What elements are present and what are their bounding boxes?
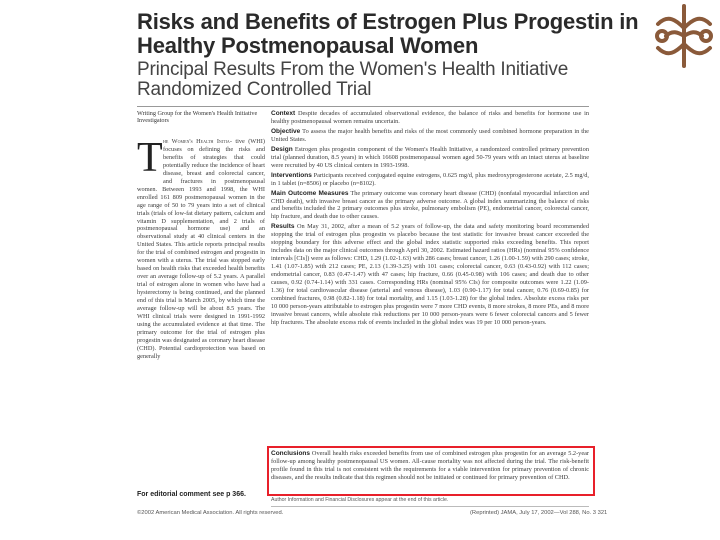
section-text: Overall health risks exceeded benefits from use of combined estrogen plus progestin for an average 5.2-year follow-up among healthy postmenopausal US women. All-cause mortality was not affected during the trial. The risk-benefit profile found in this trial is not consistent with the requirements for a viable intervention for primary prevention of chronic diseases, and the results indicate that this regimen should not be initiated or continued for primary prevention of CHD. [271,450,590,481]
section-label: Objective [271,127,301,135]
footer-divider [271,506,589,507]
ornament-icon [648,0,720,72]
abstract [271,110,589,329]
section-label: Conclusions [271,450,311,457]
left-column [137,110,265,361]
editorial-note: For editorial comment see p 366. [137,491,246,498]
section-label: Interventions [271,171,312,179]
section-text: Estrogen plus progestin component of the Women's Health Initiative, a randomized controlled primary prevention trial (planned duration, 8.5 years) in which 16608 postmenopausal women aged 50-79 years with an intact uterus at baseline were recruited by 40 US clinical centers in 1993-1998. [271,145,589,169]
copyright: ©2002 American Medical Association. All rights reserved. [137,510,284,516]
author-info-line: Author Information and Financial Disclosures appear at the end of this article. [271,497,449,503]
header-divider [137,106,589,107]
section-label: Main Outcome Measures [271,189,349,197]
intro-body [137,135,265,361]
section-text: To assess the major health benefits and risks of the most commonly used combined hormone preparation in the United States. [271,127,589,143]
abstract-outcomes [271,190,589,222]
section-label: Context [271,110,296,117]
abstract-context [271,110,589,126]
section-label: Results [271,223,295,231]
page-footer: (Reprinted) JAMA, July 17, 2002—Vol 288, No. 3 321 [470,510,608,516]
article-title: Risks and Benefits of Estrogen Plus Progestin in Healthy Postmenopausal Women [137,9,639,58]
abstract-objective [271,128,589,144]
section-label: Design [271,145,293,153]
abstract-interventions [271,172,589,188]
abstract-results [271,223,589,326]
section-text: Participants received conjugated equine estrogens, 0.625 mg/d, plus medroxyprogesterone acetate, 2.5 mg/d, in 1 tablet (n=8506) or placebo (n=8102). [271,171,589,187]
dropcap: T [137,135,163,181]
byline: Writing Group for the Women's Health Initiative Investigators [137,110,258,124]
section-text: The primary outcome was coronary heart disease (CHD) (nonfatal myocardial infarction and CHD death), with invasive breast cancer as the primary adverse outcome. A global index summarizing the balance of risks and benefits included the 2 primary outcomes plus stroke, pulmonary embolism (PE), endometrial cancer, colorectal cancer, hip fracture, and death due to other causes. [271,189,589,221]
article-subtitle: Principal Results From the Women's Health Initiative Randomized Controlled Trial [137,59,569,100]
highlight-box [267,446,595,496]
intro-text: tive (WHI) focuses on defining the risks and benefits of strategies that could potentially reduce the incidence of heart disease, breast and colorectal cancer, and fractures in postmenopausal women. Between 1993 and 1998, the WHI enrolled 161 809 postmenopausal women in the age range of 50 to 79 years into a set of clinical trials (trials of low-fat dietary pattern, calcium and vitamin D supplementation, and 2 trials of postmenopausal hormone use) and an observational study at 40 clinical centers in the United States. This article reports principal results for the trial of combined estrogen and progestin in women with a uterus. The trial was stopped early based on health risks that exceeded health benefits over an average follow-up of 5.2 years. A parallel trial of estrogen alone in women who have had a hysterectomy is being continued, and the planned end of this trial is March 2005, by which time the average follow-up will be about 8.5 years. The WHI clinical trials were designed in 1991-1992 using the accumulated evidence at that time. The primary outcome for the trial of estrogen plus progestin was designated as coronary heart disease (CHD). Potential cardioprotection was based on generally [137,138,265,360]
section-text: On May 31, 2002, after a mean of 5.2 years of follow-up, the data and safety monitoring board recommended stopping the trial of estrogen plus progestin vs placebo because the test statistic for invasive breast cancer exceeded the stopping boundary for this adverse effect and the global index statistic supported risks exceeding benefits. This report includes data on the major clinical outcomes through April 30, 2002. Estimated hazard ratios (HRs) (nominal 95% confidence intervals [CIs]) were as follows: CHD, 1.29 (1.02-1.63) with 286 cases; breast cancer, 1.26 (1.00-1.59) with 290 cases; stroke, 1.41 (1.07-1.85) with 212 cases; PE, 2.13 (1.39-3.25) with 101 cases; colorectal cancer, 0.63 (0.43-0.92) with 112 cases; endometrial cancer, 0.83 (0.47-1.47) with 47 cases; hip fracture, 0.66 (0.45-0.98) with 106 cases; and death due to other causes, 0.92 (0.74-1.14) with 331 cases. Corresponding HRs (nominal 95% CIs) for composite outcomes were 1.22 (1.09-1.36) for total cardiovascular disease (arterial and venous disease), 1.03 (0.90-1.17) for total cancer, 0.76 (0.69-0.85) for combined fractures, 0.98 (0.82-1.18) for total mortality, and 1.15 (1.03-1.28) for the global index. Absolute excess risks per 10 000 person-years attributable to estrogen plus progestin were 7 more CHD events, 8 more strokes, 8 more PEs, and 8 more invasive breast cancers, while absolute risk reductions per 10 000 person-years were 6 fewer colorectal cancers and 5 fewer hip fractures. The absolute excess risk of events included in the global index was 19 per 10 000 person-years. [271,223,590,326]
intro-smallcaps: he Women's Health Initia- [163,138,232,145]
abstract-design [271,146,589,170]
section-text: Despite decades of accumulated observational evidence, the balance of risks and benefits for hormone use in healthy postmenopausal women remains uncertain. [271,110,590,125]
